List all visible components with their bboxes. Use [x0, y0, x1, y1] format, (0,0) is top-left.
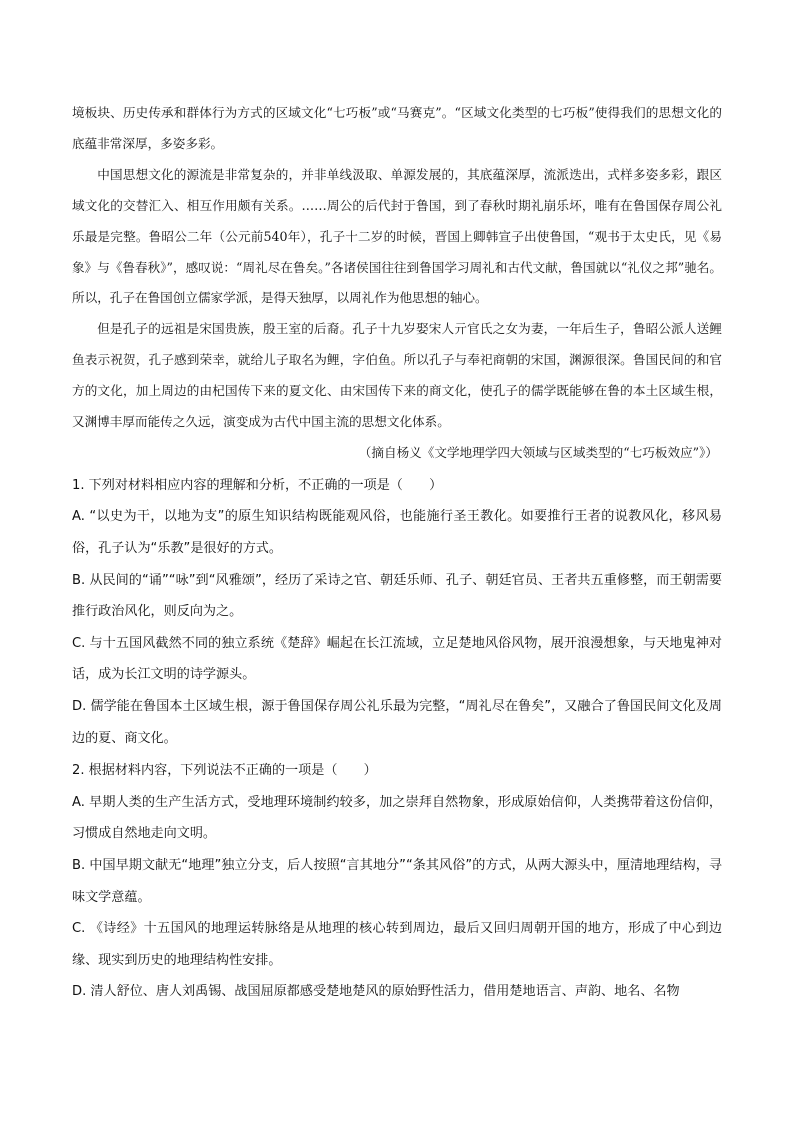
option-b: B. 中国早期文献无“地理”独立分支，后人按照“言其地分”“条其风俗”的方式，从两大源头中，厘清地理结构，寻味文学意蕴。 [72, 858, 722, 905]
option-c: C. 与十五国风截然不同的独立系统《楚辞》崛起在长江流域，立足楚地风俗风物，展开浪漫想象，与天地鬼神对话，成为长江文明的诗学源头。 [72, 635, 722, 683]
page-content [72, 98, 722, 1008]
passage-source: （摘自杨义《文学地理学四大领域与区域类型的“七巧板效应”》） [358, 444, 718, 460]
option-d: D. 儒学能在鲁国本土区域生根，源于鲁国保存周公礼乐最为完整，“周礼尽在鲁矣”，又融合了鲁国民间文化及周边的夏、商文化。 [72, 699, 722, 746]
reading-passage [72, 98, 722, 469]
option-d: D. 清人舒位、唐人刘禹锡、战国屈原都感受楚地楚风的原始野性活力，借用楚地语言、声韵、地名、名物 [72, 984, 680, 1000]
option-c: C. 《诗经》十五国风的地理运转脉络是从地理的核心转到周边，最后又回归周朝开国的地方，形成了中心到边缘、现实到历史的地理结构性安排。 [72, 921, 722, 968]
question-stem: 2. 根据材料内容，下列说法不正确的一项是（ ） [72, 763, 377, 779]
option-a: A. “以史为干，以地为支”的原生知识结构既能观风俗，也能施行圣王教化。如要推行王者的说教风化，移风易俗，孔子认为“乐教”是很好的方式。 [72, 509, 722, 557]
question-stem: 1. 下列对材料相应内容的理解和分析，不正确的一项是（ ） [72, 477, 443, 493]
option-a: A. 早期人类的生产生活方式，受地理环境制约较多，加之崇拜自然物象，形成原始信仰，人类携带着这份信仰，习惯成自然地走向文明。 [72, 794, 722, 842]
passage-paragraph: 但是孔子的远祖是宋国贵族，殷王室的后裔。孔子十九岁娶宋人亓官氏之女为妻，一年后生子，鲁昭公派人送鲤鱼表示祝贺，孔子感到荣幸，就给儿子取名为鲤，字伯鱼。所以孔子与奉祀商朝的宋国，渊源很深。鲁国民间的和官方的文化，加上周边的由杞国传下来的夏文化、由宋国传下来的商文化，使孔子的儒学既能够在鲁的本土区域生根，又渊博丰厚而能传之久远，演变成为古代中国主流的思想文化体系。 [72, 321, 722, 430]
passage-paragraph: 中国思想文化的源流是非常复杂的，并非单线汲取、单源发展的，其底蕴深厚，流派迭出，式样多姿多彩，跟区域文化的交替汇入、相互作用颇有关系。……周公的后代封于鲁国，到了春秋时期礼崩乐坏，唯有在鲁国保存周公礼乐最是完整。鲁昭公二年（公元前540年），孔子十二岁的时候，晋国上卿韩宣子出使鲁国，“观书于太史氏，见《易象》与《鲁春秋》”，感叹说：“周礼尽在鲁矣。”各诸侯国往往到鲁国学习周礼和古代文献，鲁国就以“礼仪之邦”驰名。所以，孔子在鲁国创立儒家学派，是得天独厚，以周礼作为他思想的轴心。 [72, 166, 722, 306]
option-b: B. 从民间的“诵”“咏”到“风雅颂”，经历了采诗之官、朝廷乐师、孔子、朝廷官员、王者共五重修整，而王朝需要推行政治风化，则反向为之。 [72, 572, 722, 620]
passage-paragraph: 境板块、历史传承和群体行为方式的区域文化“七巧板”或“马赛克”。“区域文化类型的七巧板”使得我们的思想文化的底蕴非常深厚，多姿多彩。 [72, 105, 722, 151]
question-1 [72, 470, 722, 754]
question-2 [72, 755, 722, 1008]
